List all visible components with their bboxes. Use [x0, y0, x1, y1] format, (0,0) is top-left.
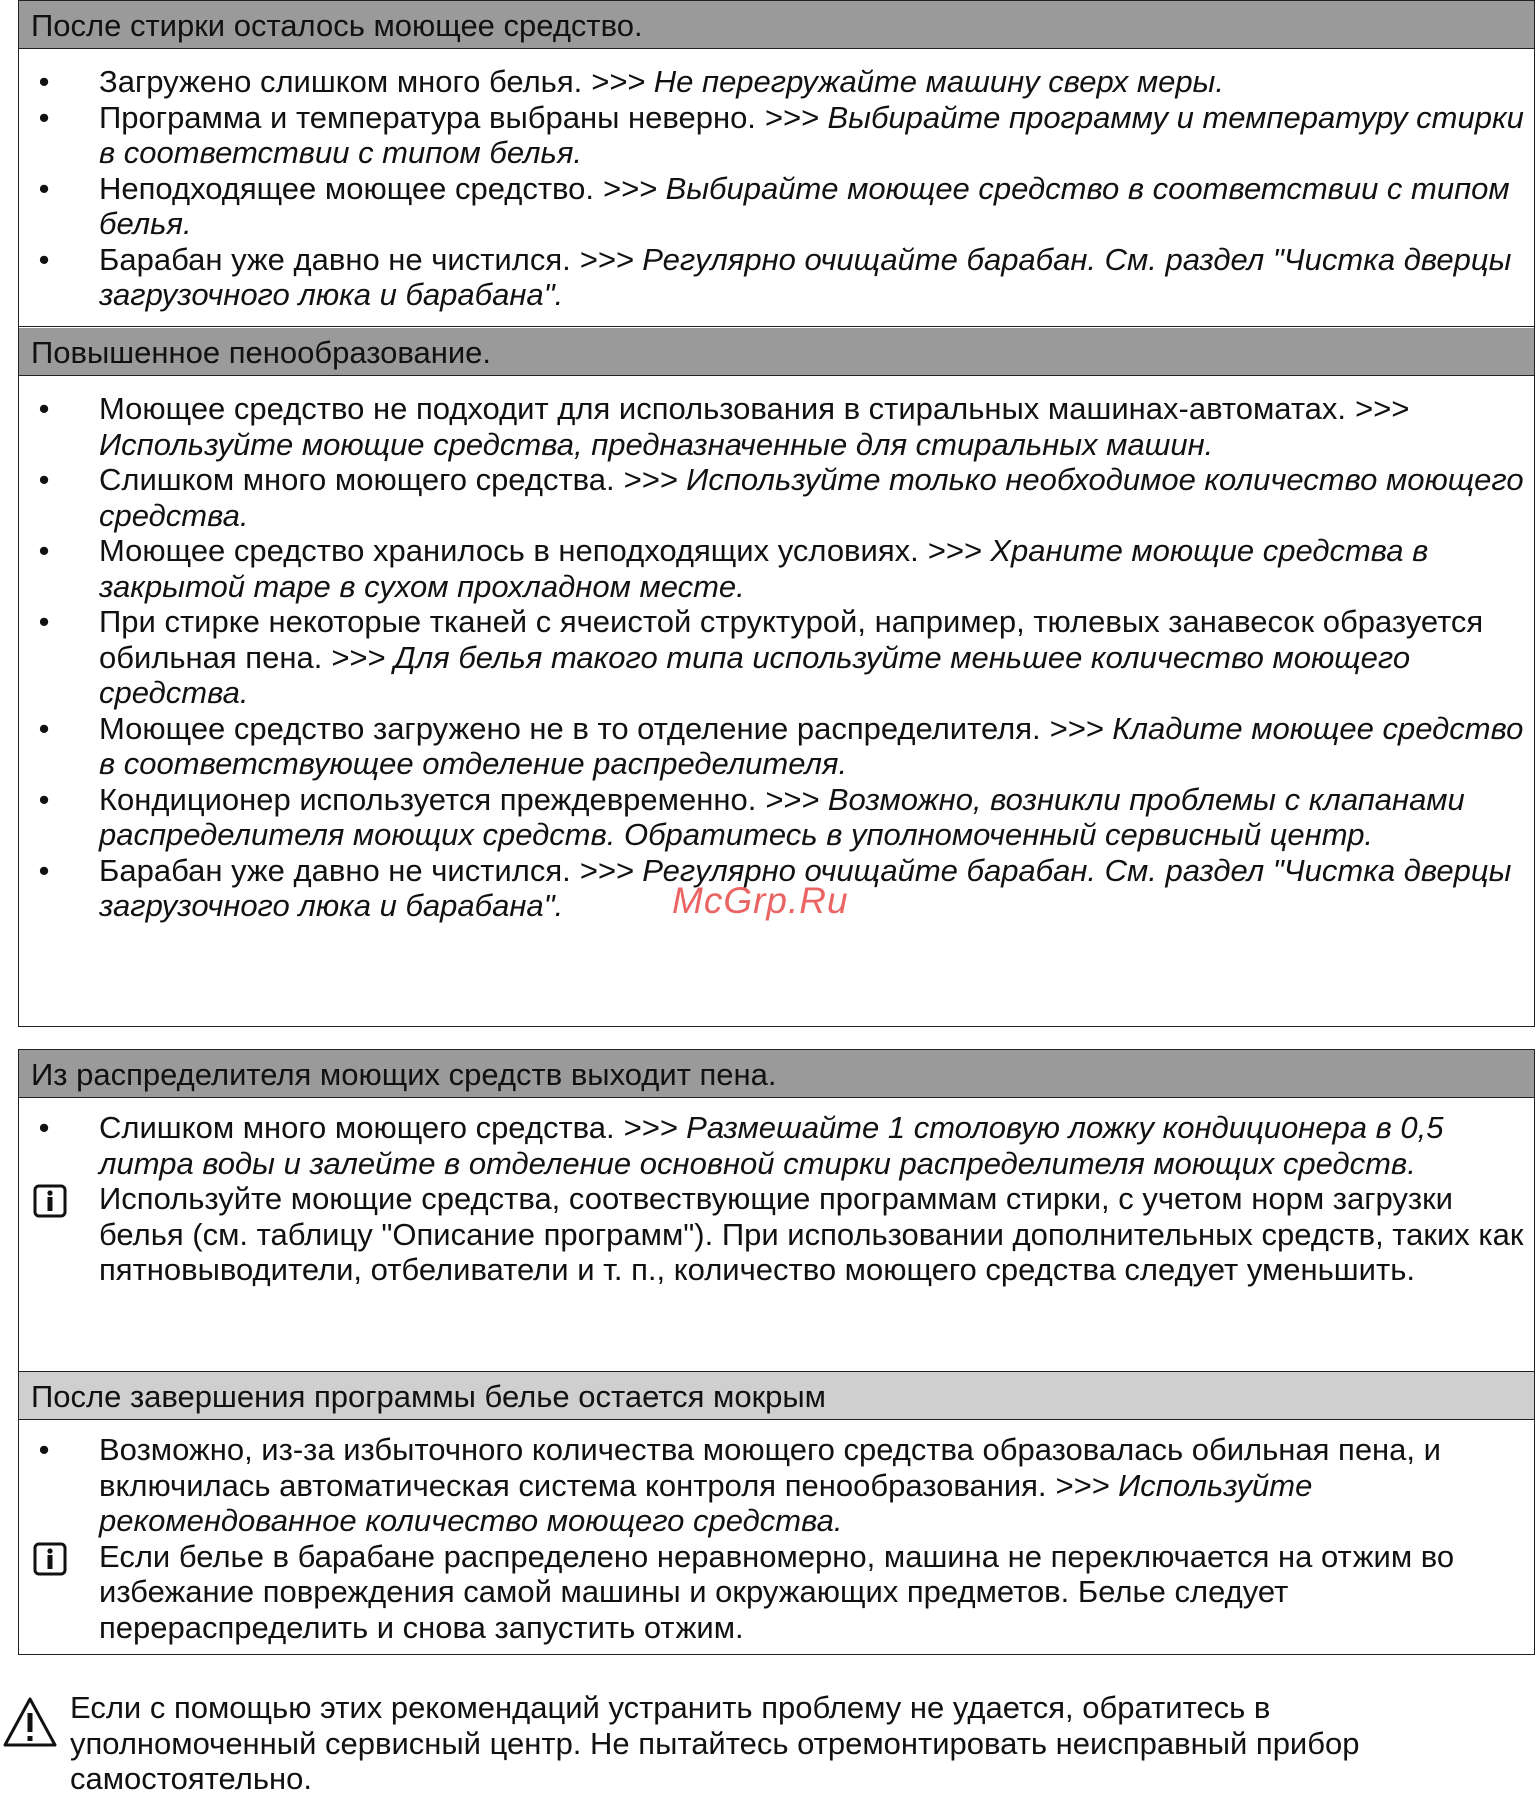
section-header: Из распределителя моющих средств выходит пена. [19, 1050, 1534, 1098]
list-item: • Кондиционер используется преждевременно. >>> Возможно, возникли проблемы с клапанами распределителя моющих средств. Обратитесь в уполномоченный сервисный центр. [19, 782, 1534, 853]
bullet: • [38, 781, 50, 817]
bullet: • [38, 241, 50, 277]
list-item: • Моющее средство хранилось в неподходящих условиях. >>> Храните моющие средства в закрытой таре в сухом прохладном месте. [19, 533, 1534, 604]
bullet: • [38, 391, 50, 426]
item-list [19, 1098, 1534, 1181]
warning-icon [2, 1696, 58, 1748]
list-item: • Слишком много моющего средства. >>> Используйте только необходимое количество моющего средства. [19, 462, 1534, 533]
list-item: • Барабан уже давно не чистился. >>> Регулярно очищайте барабан. См. раздел "Чистка дверцы загрузочного люка и барабана". [19, 242, 1534, 313]
bullet: • [38, 462, 50, 497]
bullet: • [38, 852, 50, 888]
troubleshooting-box-3 [18, 1371, 1535, 1655]
list-item: • Моющее средство загружено не в то отделение распределителя. >>> Кладите моющее средство в соответствующее отделение распределителя. [19, 711, 1534, 782]
info-note: Если белье в барабане распределено неравномерно, машина не переключается на отжим во избежание повреждения самой машины и окружающих предметов. Белье следует перераспределить и снова запустить отжим. [19, 1539, 1534, 1646]
bullet: • [38, 1432, 50, 1467]
list-item: • Загружено слишком много белья. >>> Не перегружайте машину сверх меры. [19, 64, 1534, 100]
bullet: • [38, 604, 50, 639]
bullet: • [38, 710, 50, 746]
watermark: McGrp.Ru [672, 880, 849, 921]
section-header: После завершения программы белье остается мокрым [19, 1372, 1534, 1420]
item-list [19, 391, 1534, 924]
warning-text: Если с помощью этих рекомендаций устранить проблему не удается, обратитесь в уполномоченный сервисный центр. Не пытайтесь отремонтировать неисправный прибор самостоятельно. [70, 1690, 1360, 1796]
section-header: Повышенное пенообразование. [19, 328, 1534, 376]
list-item: • Программа и температура выбраны неверно. >>> Выбирайте программу и температуру стирки в соответствии с типом белья. [19, 100, 1534, 171]
list-item: • Неподходящее моющее средство. >>> Выбирайте моющее средство в соответствии с типом белья. [19, 171, 1534, 242]
troubleshooting-box-2 [18, 1049, 1535, 1372]
list-item: • При стирке некоторые тканей с ячеистой структурой, например, тюлевых занавесок образуется обильная пена. >>> Для белья такого типа используйте меньшее количество моющего средства. [19, 604, 1534, 711]
item-list [19, 1420, 1534, 1539]
item-list [19, 49, 1534, 313]
list-item: • Возможно, из-за избыточного количества моющего средства образовалась обильная пена, и включилась автоматическая система контроля пенообразования. >>> Используйте рекомендованное количество моющего средства. [19, 1432, 1534, 1539]
section-header: После стирки осталось моющее средство. [19, 1, 1534, 49]
info-note: Используйте моющие средства, соотвествующие программам стирки, с учетом норм загрузки белья (см. таблицу "Описание программ"). При использовании дополнительных средств, таких как пятновыводители, отбеливатели и т. п., количество моющего средства следует уменьшить. [19, 1181, 1534, 1288]
bullet: • [38, 99, 50, 135]
troubleshooting-box-1 [18, 0, 1535, 1027]
bullet: • [38, 533, 50, 568]
divider [19, 326, 1534, 327]
bullet: • [38, 170, 50, 206]
info-icon [33, 1542, 67, 1576]
list-item: • Моющее средство не подходит для использования в стиральных машинах-автоматах. >>> Используйте моющие средства, предназначенные для стиральных машин. [19, 391, 1534, 462]
list-item: • Слишком много моющего средства. >>> Размешайте 1 столовую ложку кондиционера в 0,5 литра воды и залейте в отделение основной стирки распределителя моющих средств. [19, 1110, 1534, 1181]
bullet: • [38, 1110, 50, 1145]
list-item: • Барабан уже давно не чистился. >>> Регулярно очищайте барабан. См. раздел "Чистка дверцы загрузочного люка и барабана". [19, 853, 1534, 924]
info-icon [33, 1184, 67, 1218]
bullet: • [38, 64, 50, 99]
warning-note [0, 1690, 1537, 1797]
